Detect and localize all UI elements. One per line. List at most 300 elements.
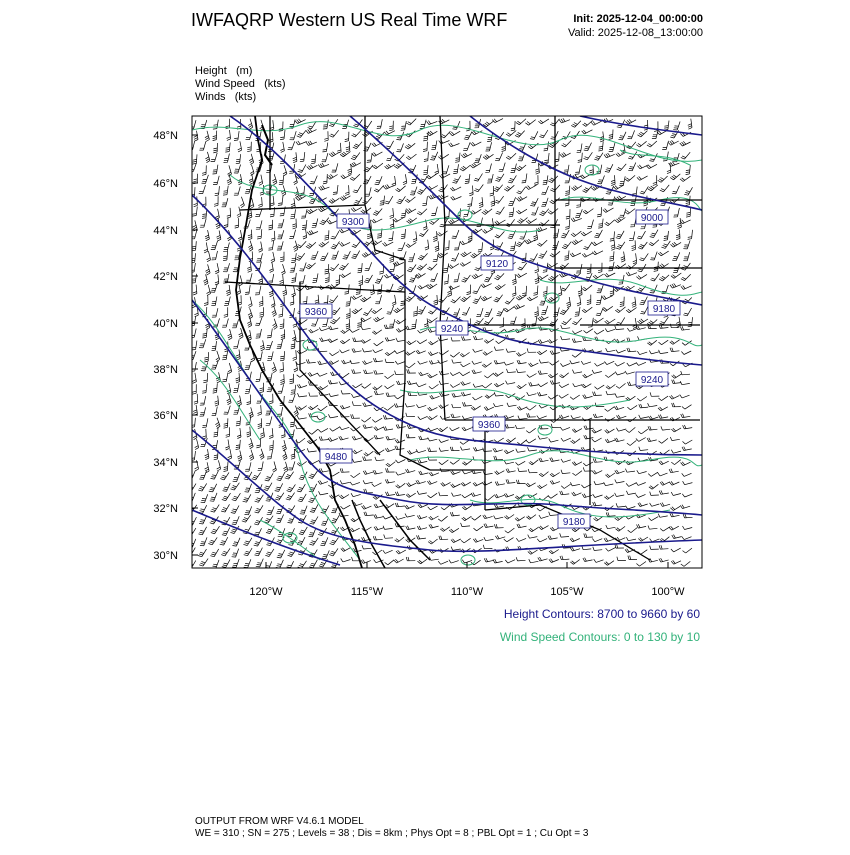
wind-barb xyxy=(462,427,472,431)
wind-barb xyxy=(681,286,692,290)
wind-barb xyxy=(283,165,287,176)
wind-barb xyxy=(649,240,659,246)
wind-barb xyxy=(587,295,591,305)
wind-barb xyxy=(210,493,217,501)
wind-barb xyxy=(482,482,492,486)
wind-barb xyxy=(309,429,318,434)
wind-barb xyxy=(609,251,614,261)
wind-barb xyxy=(515,131,525,138)
wind-barb xyxy=(561,336,570,340)
wind-barb xyxy=(240,197,244,208)
wind-barb xyxy=(257,229,262,239)
wind-barb xyxy=(374,341,384,346)
wind-barb xyxy=(625,209,635,215)
wind-barb xyxy=(405,197,415,203)
wind-barb xyxy=(628,152,637,160)
wind-barb xyxy=(352,459,362,463)
wind-barb xyxy=(384,535,393,539)
wind-barb xyxy=(225,440,229,451)
wind-barb xyxy=(195,439,199,450)
wind-barb xyxy=(190,263,195,272)
wind-barb xyxy=(406,242,417,247)
wind-contour-info: Wind Speed Contours: 0 to 130 by 10 xyxy=(499,630,700,644)
wind-barb xyxy=(658,251,669,256)
wind-barb xyxy=(471,142,482,146)
wind-barb xyxy=(350,360,360,364)
wind-barb xyxy=(539,515,549,518)
wind-barb xyxy=(516,369,525,373)
wind-barb xyxy=(548,297,558,302)
wind-barb xyxy=(672,374,682,378)
wind-barb xyxy=(522,253,526,263)
wind-barb xyxy=(627,328,637,331)
wind-barb xyxy=(341,548,351,552)
wind-barb xyxy=(187,548,195,556)
wind-barb xyxy=(522,174,527,183)
wind-barb xyxy=(449,560,459,563)
wind-barb xyxy=(200,407,206,416)
wind-barb xyxy=(443,264,449,273)
wind-barb xyxy=(597,207,602,217)
wind-barb xyxy=(439,492,448,496)
wind-barb xyxy=(659,490,669,494)
wind-barb xyxy=(571,121,581,128)
wind-barb xyxy=(583,374,593,378)
lat-label: 46°N xyxy=(153,178,178,190)
wind-barb xyxy=(439,448,449,452)
wind-barb xyxy=(538,436,548,440)
wind-barb xyxy=(439,381,449,385)
wind-barb xyxy=(278,196,283,206)
wind-barb xyxy=(683,240,690,249)
wind-barb xyxy=(192,384,196,394)
wind-barb xyxy=(583,467,592,471)
wind-barb xyxy=(516,449,526,453)
wind-barb xyxy=(636,141,646,147)
wind-barb xyxy=(427,481,437,485)
wind-barb xyxy=(658,514,668,518)
wind-barb xyxy=(202,175,209,184)
wind-barb xyxy=(650,230,658,238)
wind-barb xyxy=(484,524,494,528)
wind-barb xyxy=(299,263,306,272)
wind-barb xyxy=(279,175,284,185)
wind-barb xyxy=(198,483,207,491)
wind-barb xyxy=(548,176,558,183)
wind-barb xyxy=(233,473,240,481)
wind-barb xyxy=(433,253,439,262)
lat-label: 48°N xyxy=(153,130,178,142)
wind-barb xyxy=(351,295,362,299)
wind-barb xyxy=(439,140,450,144)
wind-barb xyxy=(248,230,252,240)
wind-barb xyxy=(438,561,448,564)
wind-barb xyxy=(331,251,338,260)
wind-barb xyxy=(522,286,527,296)
wind-barb xyxy=(428,493,438,498)
wind-barb xyxy=(677,218,681,229)
wind-barb xyxy=(278,219,284,228)
wind-barb xyxy=(405,209,416,214)
wind-barb xyxy=(484,558,494,562)
wind-barb xyxy=(419,176,428,184)
wind-barb xyxy=(340,426,350,429)
wind-barb xyxy=(340,273,351,278)
wind-barb xyxy=(246,416,251,425)
wind-barb xyxy=(350,162,361,167)
wind-barb xyxy=(319,327,329,330)
wind-barb xyxy=(365,262,372,270)
wind-barb xyxy=(597,176,604,184)
wind-barb xyxy=(474,526,484,531)
wind-barb xyxy=(684,187,692,195)
wind-barb xyxy=(373,536,382,540)
wind-barb xyxy=(252,472,261,480)
wind-barb xyxy=(299,527,307,535)
wind-barb xyxy=(322,153,328,162)
wind-barb xyxy=(329,361,339,365)
wind-barb xyxy=(473,447,483,451)
wind-barb xyxy=(658,407,668,411)
wind-barb xyxy=(630,197,636,206)
wind-barb xyxy=(411,319,416,329)
wind-barb xyxy=(222,198,228,207)
wind-barb xyxy=(346,297,351,306)
wind-barb xyxy=(626,506,636,509)
wind-barb xyxy=(423,165,428,175)
wind-barb xyxy=(682,405,692,409)
wind-barb xyxy=(207,251,211,262)
wind-barb xyxy=(495,196,504,203)
wind-barb xyxy=(582,253,593,257)
wind-barb xyxy=(467,197,472,207)
wind-barb xyxy=(682,447,692,451)
wind-barb xyxy=(490,186,494,196)
wind-barb xyxy=(234,165,241,174)
wind-barb xyxy=(363,425,373,429)
wind-barb xyxy=(290,131,297,140)
wind-barb xyxy=(215,263,219,274)
wind-barb xyxy=(256,329,262,338)
wind-barb xyxy=(461,153,472,158)
wind-barb xyxy=(539,209,548,216)
wind-barb xyxy=(418,416,428,419)
field-wind-speed: Wind Speed (kts) xyxy=(195,78,286,90)
wind-barb xyxy=(472,361,482,364)
wind-barb xyxy=(377,284,382,294)
wind-barb xyxy=(611,175,615,185)
wind-barb xyxy=(619,176,625,185)
wind-barb xyxy=(543,175,548,184)
wind-barb xyxy=(328,438,338,442)
wind-barb xyxy=(276,560,284,568)
wind-barb xyxy=(222,319,228,328)
wind-barb xyxy=(280,351,285,361)
wind-barb xyxy=(470,163,481,168)
wind-barb xyxy=(559,373,568,378)
wind-barb xyxy=(293,350,297,360)
wind-barb xyxy=(386,462,396,467)
wind-barb xyxy=(248,119,253,130)
wind-barb xyxy=(582,307,592,312)
wind-barb xyxy=(462,516,472,520)
lat-label: 40°N xyxy=(153,318,178,330)
wind-barb xyxy=(538,316,549,321)
wind-barb xyxy=(255,495,264,503)
wind-barb xyxy=(331,515,339,523)
wind-barb xyxy=(529,254,537,262)
wind-barb xyxy=(339,242,350,246)
wind-barb xyxy=(649,350,659,354)
wind-barb xyxy=(385,164,396,169)
wind-barb xyxy=(234,131,239,140)
wind-barb xyxy=(386,492,396,496)
wind-barb xyxy=(342,360,352,364)
wind-barb xyxy=(340,196,351,201)
wind-barb xyxy=(362,384,372,389)
wind-barb xyxy=(620,297,624,307)
wind-barb xyxy=(224,218,228,228)
wind-barb xyxy=(393,218,404,223)
wind-barb xyxy=(312,219,318,228)
wind-barb xyxy=(228,363,232,374)
wind-barb xyxy=(605,220,615,226)
wind-barb xyxy=(362,197,371,204)
wind-barb xyxy=(202,209,207,219)
wind-barb xyxy=(615,326,624,330)
wind-barb xyxy=(372,418,382,422)
wind-barb xyxy=(683,440,693,444)
wind-barb xyxy=(406,526,416,530)
wind-barb xyxy=(307,230,318,235)
wind-barb xyxy=(221,504,229,512)
lat-label: 30°N xyxy=(153,550,178,562)
wind-barb xyxy=(302,220,307,230)
wind-barb xyxy=(374,526,384,530)
wind-barb xyxy=(584,426,594,430)
wind-barb xyxy=(517,384,527,389)
wind-barb xyxy=(372,483,382,487)
wind-barb xyxy=(247,395,251,405)
wind-barb xyxy=(594,481,604,485)
wind-barb xyxy=(648,472,658,476)
wind-barb xyxy=(583,395,593,399)
wind-barb xyxy=(204,352,208,362)
wind-barb xyxy=(418,361,428,364)
wind-barb xyxy=(472,274,483,279)
wind-barb xyxy=(526,219,537,224)
wind-barb xyxy=(560,427,570,430)
wind-speed-closed-contour xyxy=(538,425,552,435)
wind-barb xyxy=(504,362,514,365)
wind-barb xyxy=(615,362,625,366)
wind-barb xyxy=(572,462,582,466)
wind-barb xyxy=(626,537,636,541)
wind-barb xyxy=(535,164,539,174)
wind-barb xyxy=(467,285,471,295)
wind-barb xyxy=(628,528,638,533)
wind-barb xyxy=(392,176,396,186)
wind-barb xyxy=(439,536,448,540)
wind-barb xyxy=(528,447,537,451)
wind-barb xyxy=(597,284,604,293)
wind-barb xyxy=(672,403,681,407)
wind-barb xyxy=(280,319,284,329)
wind-barb xyxy=(592,438,602,442)
lon-label: 105°W xyxy=(550,586,584,598)
wind-barb xyxy=(540,297,547,306)
wind-barb xyxy=(244,548,252,556)
wind-barb xyxy=(193,174,197,184)
wind-barb xyxy=(290,263,296,272)
wind-barb xyxy=(308,405,318,410)
wind-barb xyxy=(670,348,679,352)
wind-barb xyxy=(538,557,548,561)
wind-barb xyxy=(504,185,514,191)
wind-barb xyxy=(287,484,296,492)
wind-barb xyxy=(605,328,615,331)
wind-barb xyxy=(596,296,602,305)
wind-barb xyxy=(636,482,646,485)
wind-barb xyxy=(636,274,647,279)
wind-barb xyxy=(431,141,437,150)
wind-barb xyxy=(192,373,196,384)
wind-barb xyxy=(516,353,526,357)
chart-title: IWFAQRP Western US Real Time WRF xyxy=(191,10,508,30)
wind-barb xyxy=(407,381,417,385)
wind-barb xyxy=(328,339,338,343)
wind-barb xyxy=(424,318,428,329)
wind-barb xyxy=(533,230,537,241)
wind-barb xyxy=(231,506,239,514)
wind-barb xyxy=(438,337,448,341)
wind-barb xyxy=(481,296,492,301)
wind-barb xyxy=(571,131,580,139)
wind-barb xyxy=(606,348,616,352)
wind-barb xyxy=(380,196,385,206)
wind-barb xyxy=(427,264,437,271)
wind-barb xyxy=(407,265,416,272)
wind-barb xyxy=(394,559,404,563)
wind-barb xyxy=(362,348,372,352)
wind-barb xyxy=(295,119,306,124)
wind-barb xyxy=(288,394,295,403)
wind-barb xyxy=(616,428,626,432)
wind-barb xyxy=(637,470,647,473)
wind-barb xyxy=(660,527,670,531)
wind-barb xyxy=(361,560,371,564)
wind-barb xyxy=(244,559,251,567)
wind-barb xyxy=(325,273,329,283)
wind-barb xyxy=(577,295,581,306)
wind-barb xyxy=(190,451,195,461)
wind-barb xyxy=(595,363,605,367)
lat-label: 44°N xyxy=(153,225,178,237)
wind-barb xyxy=(680,220,691,224)
wind-barb xyxy=(592,539,602,542)
wind-barb xyxy=(662,141,668,150)
wind-barb xyxy=(396,516,406,519)
wind-barb xyxy=(527,405,537,410)
wind-barb xyxy=(559,415,569,419)
wind-barb xyxy=(647,340,657,345)
wind-barb xyxy=(483,545,492,549)
wind-barb xyxy=(297,241,307,248)
wind-barb xyxy=(505,297,515,304)
contour-label: 9240 xyxy=(640,375,664,386)
wind-barb xyxy=(407,483,417,487)
wind-barb xyxy=(232,549,239,558)
wind-barb xyxy=(190,120,196,129)
wind-barb xyxy=(559,384,569,388)
wind-barb xyxy=(205,131,210,142)
wind-barb xyxy=(406,363,415,368)
wind-barb xyxy=(398,242,405,250)
wind-barb xyxy=(621,252,625,263)
wind-barb xyxy=(626,272,637,276)
wind-barb xyxy=(452,230,459,238)
wind-barb xyxy=(461,275,470,282)
wind-barb xyxy=(199,505,207,513)
wind-barb xyxy=(280,362,284,372)
wind-barb xyxy=(363,121,372,129)
wind-barb xyxy=(553,229,559,238)
lat-label: 34°N xyxy=(153,457,178,469)
wind-barb xyxy=(267,329,272,338)
wind-barb xyxy=(395,371,404,375)
wind-barb xyxy=(439,439,449,442)
wind-barb xyxy=(390,252,394,262)
wind-barb xyxy=(680,176,691,181)
wind-barb xyxy=(232,493,241,501)
wind-barb xyxy=(444,274,449,284)
wind-barb xyxy=(435,164,439,175)
wind-barb xyxy=(346,308,350,318)
wind-barb xyxy=(583,558,593,562)
wind-barb xyxy=(518,468,527,472)
wind-barb xyxy=(505,424,514,428)
wind-barb xyxy=(440,219,448,227)
wind-barb xyxy=(352,240,361,247)
wind-barb xyxy=(626,119,637,124)
wind-barb xyxy=(493,448,503,452)
wind-barb xyxy=(528,535,538,539)
wind-barb xyxy=(565,186,570,196)
state-boundary xyxy=(485,505,650,560)
wind-barb xyxy=(451,196,462,200)
wind-barb xyxy=(193,405,197,416)
wind-barb xyxy=(529,527,539,531)
wind-barb xyxy=(361,417,371,422)
wind-barb xyxy=(461,538,471,543)
wind-barb xyxy=(419,471,429,475)
wind-barb xyxy=(242,515,251,522)
wind-barb xyxy=(548,374,558,378)
wind-barb xyxy=(610,231,615,241)
wind-barb xyxy=(626,396,636,401)
wind-barb xyxy=(279,307,283,317)
wind-barb xyxy=(483,515,493,519)
wind-barb xyxy=(245,484,252,493)
wind-barb xyxy=(451,539,461,543)
wind-barb xyxy=(625,175,635,181)
wind-barb xyxy=(550,219,557,227)
wind-barb xyxy=(330,537,339,544)
wind-barb xyxy=(328,380,338,384)
wind-barb xyxy=(280,130,285,140)
wind-barb xyxy=(512,286,516,296)
wind-barb xyxy=(660,317,669,324)
